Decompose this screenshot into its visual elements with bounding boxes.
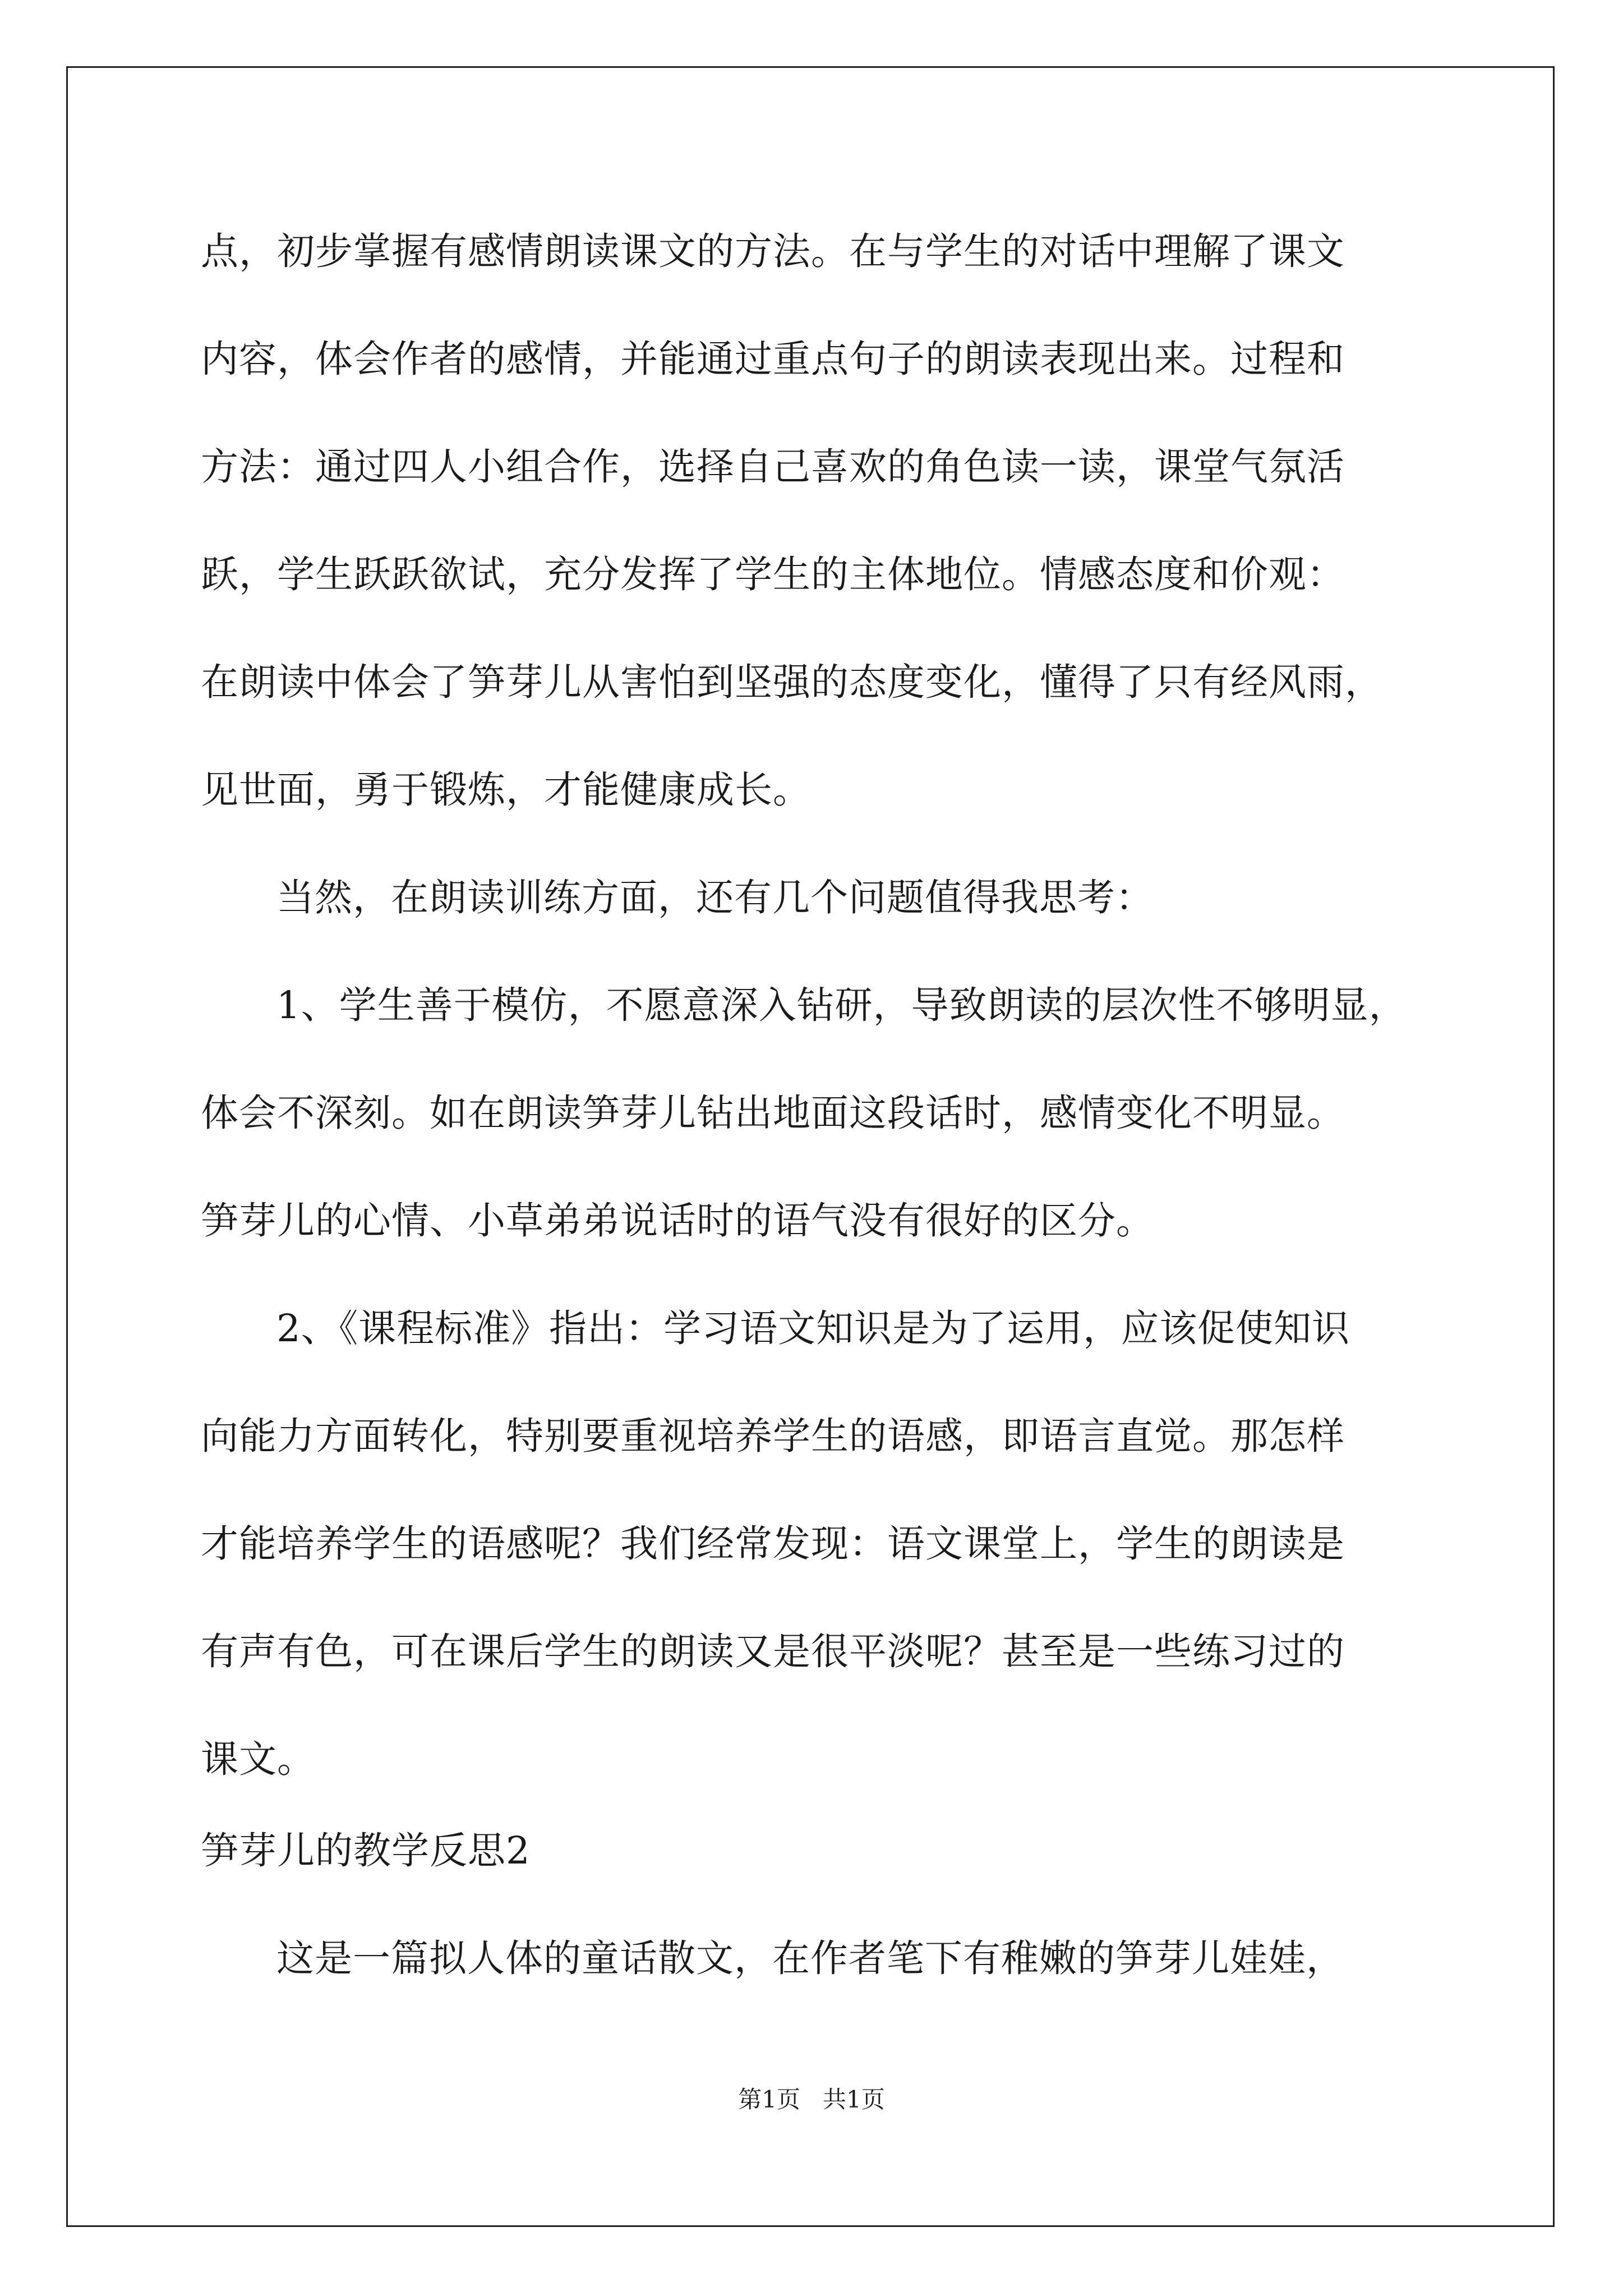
body-line-8: 1、学生善于模仿，不愿意深入钻研，导致朗读的层次性不够明显， bbox=[276, 983, 1407, 1027]
page-footer: 第1页 共1页 bbox=[738, 2086, 885, 2113]
page-frame bbox=[66, 66, 1555, 2227]
body-line-14: 有声有色，可在课后学生的朗读又是很平淡呢？甚至是一些练习过的 bbox=[201, 1630, 1345, 1673]
body-line-2: 内容，体会作者的感情，并能通过重点句子的朗读表现出来。过程和 bbox=[201, 337, 1345, 381]
body-line-1: 点，初步掌握有感情朗读课文的方法。在与学生的对话中理解了课文 bbox=[201, 229, 1345, 273]
body-line-11: 2、《课程标准》指出：学习语文知识是为了运用，应该促使知识 bbox=[276, 1306, 1350, 1350]
body-line-15: 课文。 bbox=[201, 1737, 315, 1781]
body-line-6: 见世面，勇于锻炼，才能健康成长。 bbox=[201, 768, 811, 812]
body-line-17: 这是一篇拟人体的童话散文，在作者笔下有稚嫩的笋芽儿娃娃， bbox=[276, 1936, 1344, 1980]
body-line-3: 方法：通过四人小组合作，选择自己喜欢的角色读一读，课堂气氛活 bbox=[201, 445, 1345, 489]
section-heading: 笋芽儿的教学反思2 bbox=[201, 1829, 531, 1872]
body-line-5: 在朗读中体会了笋芽儿从害怕到坚强的态度变化，懂得了只有经风雨， bbox=[201, 660, 1383, 704]
body-line-10: 笋芽儿的心情、小草弟弟说话时的语气没有很好的区分。 bbox=[201, 1199, 1154, 1243]
body-line-4: 跃，学生跃跃欲试，充分发挥了学生的主体地位。情感态度和价观： bbox=[201, 553, 1345, 596]
body-line-13: 才能培养学生的语感呢？我们经常发现：语文课堂上，学生的朗读是 bbox=[201, 1522, 1345, 1566]
body-line-9: 体会不深刻。如在朗读笋芽儿钻出地面这段话时，感情变化不明显。 bbox=[201, 1091, 1345, 1135]
body-line-12: 向能力方面转化，特别要重视培养学生的语感，即语言直觉。那怎样 bbox=[201, 1414, 1345, 1458]
body-line-7: 当然，在朗读训练方面，还有几个问题值得我思考： bbox=[276, 876, 1154, 919]
